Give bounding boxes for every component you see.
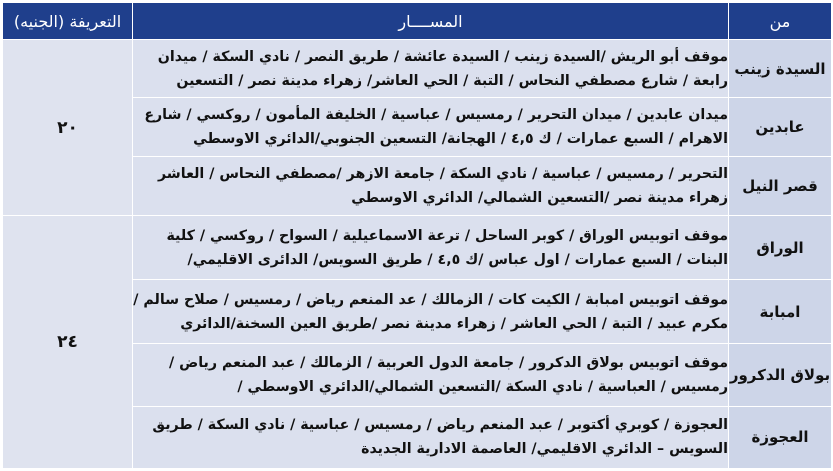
origin-cell: بولاق الدكرور xyxy=(729,343,832,406)
fare-table xyxy=(2,2,832,469)
fare-cell: ٢٤ xyxy=(3,216,133,469)
route-cell: موقف اتوبيس بولاق الدكرور / جامعة الدول العربية / الزمالك / عبد المنعم رياض / رمسيس / العباسية / نادي السكة /التسعين الشمالي/الدائري الاوسطي / xyxy=(133,343,729,406)
origin-cell: قصر النيل xyxy=(729,157,832,216)
origin-cell: امبابة xyxy=(729,280,832,343)
origin-cell: العجوزة xyxy=(729,406,832,468)
origin-cell: عابدين xyxy=(729,98,832,157)
header-from: من xyxy=(729,3,832,40)
header-route: المســــار xyxy=(133,3,729,40)
table-row xyxy=(3,216,832,280)
table-header-row xyxy=(3,3,832,40)
route-cell: موقف أبو الريش /السيدة زينب / السيدة عائشة / طريق النصر / نادي السكة / ميدان رابعة / شارع مصطفي النحاس / التبة / الحي العاشر/ زهراء مدينة نصر / التسعين xyxy=(133,40,729,98)
route-cell: العجوزة / كوبري أكتوبر / عبد المنعم رياض / رمسيس / عباسية / نادي السكة / طريق السويس – الدائري الاقليمي/ العاصمة الادارية الجديدة xyxy=(133,406,729,468)
route-cell: ميدان عابدين / ميدان التحرير / رمسيس / عباسية / الخليفة المأمون / روكسي / شارع الاهرام / السبع عمارات / ك ٤,٥ / الهجانة/ التسعين الجنوبي/الدائري الاوسطي xyxy=(133,98,729,157)
header-fare: التعريفة (الجنيه) xyxy=(3,3,133,40)
fare-cell: ٢٠ xyxy=(3,40,133,216)
route-cell: التحرير / رمسيس / عباسية / نادي السكة / جامعة الازهر /مصطفي النحاس / العاشر زهراء مدينة نصر /التسعين الشمالي/ الدائري الاوسطي xyxy=(133,157,729,216)
origin-cell: الوراق xyxy=(729,216,832,280)
origin-cell: السيدة زينب xyxy=(729,40,832,98)
table-row xyxy=(3,40,832,98)
route-cell: موقف اتوبيس الوراق / كوبر الساحل / ترعة الاسماعيلية / السواح / روكسي / كلية البنات / السبع عمارات / اول عباس /ك ٤,٥ / طريق السويس/ الدائرى الاقليمي/ xyxy=(133,216,729,280)
route-cell: موقف اتوبيس امبابة / الكيت كات / الزمالك / عد المنعم رياض / رمسيس / صلاح سالم /مكرم عبيد / التبة / الحي العاشر / زهراء مدينة نصر /طريق العين السخنة/الدائري xyxy=(133,280,729,343)
